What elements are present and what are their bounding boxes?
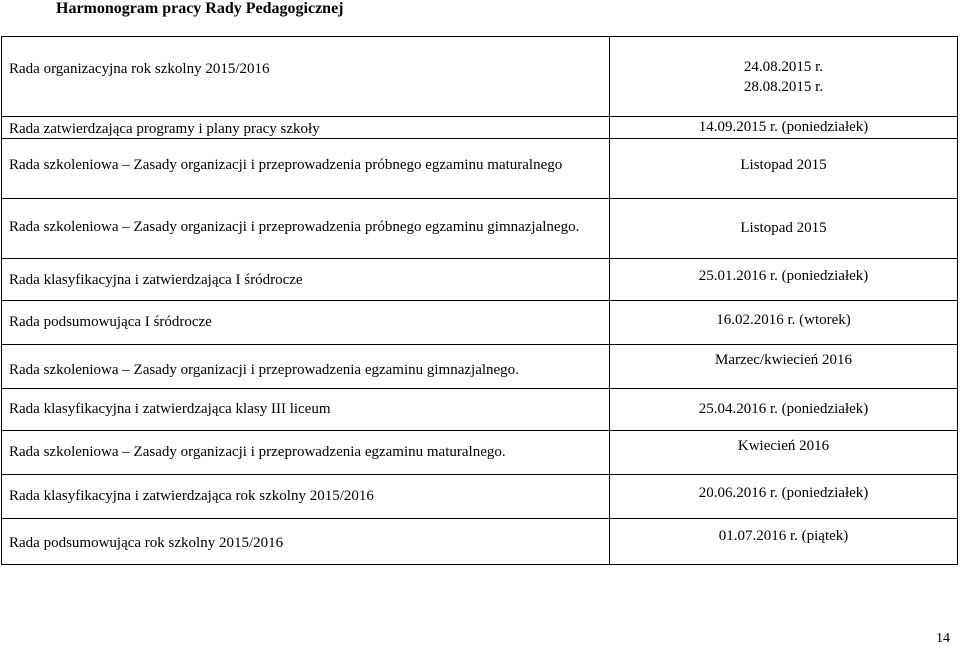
table-row — [2, 139, 958, 199]
date-text: Marzec/kwiecień 2016 — [714, 352, 853, 368]
event-cell — [2, 37, 610, 117]
event-text: Rada szkoleniowa – Zasady organizacji i przeprowadzenia próbnego egzaminu gimnazjalnego. — [9, 219, 580, 235]
date-cell — [610, 519, 958, 565]
table-row — [2, 199, 958, 259]
event-cell — [2, 259, 610, 301]
event-cell — [2, 431, 610, 475]
table-row — [2, 117, 958, 139]
date-cell — [610, 259, 958, 301]
table-row — [2, 519, 958, 565]
date-cell — [610, 389, 958, 431]
event-cell — [2, 301, 610, 345]
table-row — [2, 345, 958, 389]
date-text: 25.04.2016 r. (poniedziałek) — [698, 401, 869, 417]
date-cell — [610, 139, 958, 199]
page-number: 14 — [936, 631, 950, 646]
event-text: Rada podsumowująca rok szkolny 2015/2016 — [9, 535, 284, 551]
table-row — [2, 389, 958, 431]
event-text: Rada klasyfikacyjna i zatwierdzająca klasy III liceum — [9, 401, 331, 417]
table-row — [2, 301, 958, 345]
date-cell — [610, 199, 958, 259]
date-text: 14.09.2015 r. (poniedziałek) — [698, 119, 869, 135]
event-cell — [2, 475, 610, 519]
date-cell — [610, 475, 958, 519]
event-text: Rada organizacyjna rok szkolny 2015/2016 — [9, 61, 270, 77]
date-cell — [610, 301, 958, 345]
table-row — [2, 475, 958, 519]
page-title: Harmonogram pracy Rady Pedagogicznej — [56, 0, 344, 17]
date-text: 24.08.2015 r. — [743, 59, 824, 75]
event-text: Rada zatwierdzająca programy i plany pracy szkoły — [9, 121, 320, 137]
event-text: Rada klasyfikacyjna i zatwierdzająca rok szkolny 2015/2016 — [9, 488, 374, 504]
table-row — [2, 431, 958, 475]
date-cell — [610, 117, 958, 139]
event-cell — [2, 345, 610, 389]
date-text: Listopad 2015 — [740, 220, 827, 236]
event-text: Rada szkoleniowa – Zasady organizacji i przeprowadzenia egzaminu gimnazjalnego. — [9, 362, 519, 378]
date-text: 20.06.2016 r. (poniedziałek) — [698, 485, 869, 501]
schedule-table — [1, 36, 958, 565]
event-text: Rada szkoleniowa – Zasady organizacji i przeprowadzenia próbnego egzaminu maturalnego — [9, 157, 563, 173]
event-cell — [2, 519, 610, 565]
date-cell — [610, 431, 958, 475]
event-text: Rada szkoleniowa – Zasady organizacji i przeprowadzenia egzaminu maturalnego. — [9, 444, 506, 460]
date-text: Listopad 2015 — [740, 157, 827, 173]
event-cell — [2, 139, 610, 199]
event-text: Rada podsumowująca I śródrocze — [9, 314, 212, 330]
event-text: Rada klasyfikacyjna i zatwierdzająca I śródrocze — [9, 272, 303, 288]
event-cell — [2, 389, 610, 431]
date-text: 16.02.2016 r. (wtorek) — [716, 312, 851, 328]
date-text: 01.07.2016 r. (piątek) — [718, 528, 849, 544]
date-text: 28.08.2015 r. — [743, 79, 824, 95]
table-row — [2, 259, 958, 301]
date-cell — [610, 37, 958, 117]
date-cell — [610, 345, 958, 389]
event-cell — [2, 199, 610, 259]
table-row — [2, 37, 958, 117]
date-text: Kwiecień 2016 — [737, 438, 830, 454]
event-cell — [2, 117, 610, 139]
date-text: 25.01.2016 r. (poniedziałek) — [698, 268, 869, 284]
